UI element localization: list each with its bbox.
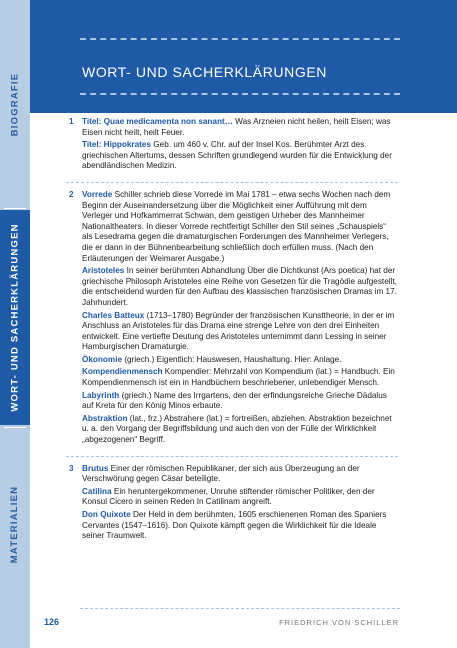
sidebar-item-biografie[interactable] <box>0 0 30 208</box>
running-title: FRIEDRICH VON SCHILLER <box>279 618 399 627</box>
sidebar-item-label: BIOGRAFIE <box>9 72 21 136</box>
entry-term: Titel: Quae medicamenta non sanant… <box>82 117 233 126</box>
entry-text: (griech.) Name des Irrgartens, den der erfindungsreiche Grieche Dädalus auf Kreta für den König Minos erbaute. <box>82 390 387 411</box>
footer-dashed-rule <box>80 608 400 609</box>
glossary-entry <box>82 367 398 388</box>
entry-text: (griech.) Eigentlich: Hauswesen, Haushaltung. Hier: Anlage. <box>122 354 342 364</box>
chapter-title: WORT- UND SACHERKLÄRUNGEN <box>82 64 327 80</box>
sidebar-divider <box>4 427 26 428</box>
glossary-block-2 <box>66 190 398 454</box>
sidebar-item-label: MATERIALIEN <box>9 485 21 563</box>
entry-term: Catilina <box>82 486 112 496</box>
glossary-entry <box>82 266 398 308</box>
entry-text: (1713–1780) Begründer der französischen Kunsttheorie, in der er im Anschluss an Aristoteles für das Drama eine strenge Lehre von den drei Einheiten entwickelt. Eine vertiefte Deutung des Aristoteles unternimmt dann Lessing in seiner Hamburgischen Dramaturgie. <box>82 310 395 352</box>
glossary-block-1 <box>66 117 398 180</box>
entry-term: Kompendienmensch <box>82 367 163 377</box>
glossary-entry <box>82 355 398 366</box>
entry-text: Ein heruntergekommener, Unruhe stiftender römischer Politiker, den der Konsul Cicero in seinen Reden In Catilinam angreift. <box>82 486 375 507</box>
glossary-entry <box>82 391 398 412</box>
entry-text: Der Held in dem berühmten, 1605 erschienenen Roman des Spaniers Cervantes (1547–1616). Don Quixote kämpft gegen die Wirklichkeit für die Ideale seiner Traumwelt. <box>82 510 387 541</box>
chapter-header <box>30 0 457 113</box>
header-dashed-rule <box>80 38 400 40</box>
entry-term: Brutus <box>82 463 109 473</box>
glossary-entry <box>82 117 398 138</box>
glossary-entry <box>82 464 398 485</box>
glossary-entry <box>82 487 398 508</box>
glossary-entry <box>82 190 398 264</box>
glossary-entry <box>82 140 398 172</box>
entry-text: In seiner berühmten Abhandlung Über die Dichtkunst (Ars poetica) hat der griechische Philosoph Aristoteles eine Reihe von Gesetzen für die Tragödie aufgestellt, die entscheidend wurden für den Aufbau des klassischen französischen Dramas im 17. Jahrhundert. <box>82 266 397 307</box>
block-number: 1 <box>69 117 74 126</box>
entry-text: Schiller schrieb diese Vorrede im Mai 1781 – etwa sechs Wochen nach dem Beginn der Auseinandersetzung über die Möglichkeit einer Aufführung mit dem Verleger und Hofkammerrat Schwan, dem geistigen Urheber des Mannheimer Nationaltheaters. In dieser Vorrede rechtfertigt Schiller den Stil seines „Schauspiels“ als Lesedrama gegen die dramaturgischen Forderungen des Mannheimer Verlegers, die er dann in der Bühnenbearbeitung schließlich doch erfüllen muss. (Nach den Erläuterungen der Weimarer Ausgabe.) <box>82 189 391 263</box>
entry-term: Charles Batteux <box>82 310 145 320</box>
header-dashed-rule <box>80 93 400 95</box>
block-separator <box>66 182 398 183</box>
block-number: 3 <box>69 463 74 473</box>
page-number: 126 <box>44 617 60 627</box>
entry-text: Einer der römischen Republikaner, der sich aus Überzeugung an der Verschwörung gegen Cäsar beteiligte. <box>82 463 360 484</box>
glossary-entry <box>82 510 398 542</box>
entry-term: Vorrede <box>82 189 113 199</box>
glossary-entry <box>82 311 398 353</box>
entry-text: Was Arzneien nicht heilen, heilt Eisen; was Eisen nicht heilt, heilt Feuer. <box>82 117 391 137</box>
entry-term: Aristoteles <box>82 266 125 276</box>
entry-term: Labyrinth <box>82 390 120 400</box>
sidebar-item-materialien[interactable] <box>0 429 30 619</box>
sidebar-item-label: WORT- UND SACHERKLÄRUNGEN <box>9 223 21 412</box>
entry-text: Geb. um 460 v. Chr. auf der Insel Kos. Berühmter Arzt des griechischen Altertums, dessen Schriften grundlegend wurden für die Entwicklung der abendländischen Medizin. <box>82 140 392 171</box>
sidebar <box>0 0 30 648</box>
sidebar-divider <box>4 208 26 209</box>
entry-text: Kompendier: Mehrzahl von Kompendium (lat.) = Handbuch. Ein Kompendienmensch ist ein in Handbüchern beschriebener, unlebendiger Mensch. <box>82 367 395 388</box>
glossary-block-3 <box>66 464 398 550</box>
entry-text: (lat., frz.) Abstrahere (lat.) = fortreißen, abziehen. Abstraktion bezeichnet u. a. den Vorgang der Begriffsbildung und auch den von der Fülle der Wirklichkeit „abgezogenen“ Begriff. <box>82 413 392 445</box>
entry-term: Titel: Hippokrates <box>82 140 152 150</box>
entry-term: Abstraktion <box>82 413 128 423</box>
block-number: 2 <box>69 189 74 199</box>
entry-term: Ökonomie <box>82 354 123 364</box>
glossary-entry <box>82 414 398 446</box>
entry-term: Don Quixote <box>82 510 131 519</box>
sidebar-item-wort-und-sacherklaerungen[interactable] <box>0 210 30 425</box>
block-separator <box>66 456 398 457</box>
glossary-content <box>66 117 398 550</box>
